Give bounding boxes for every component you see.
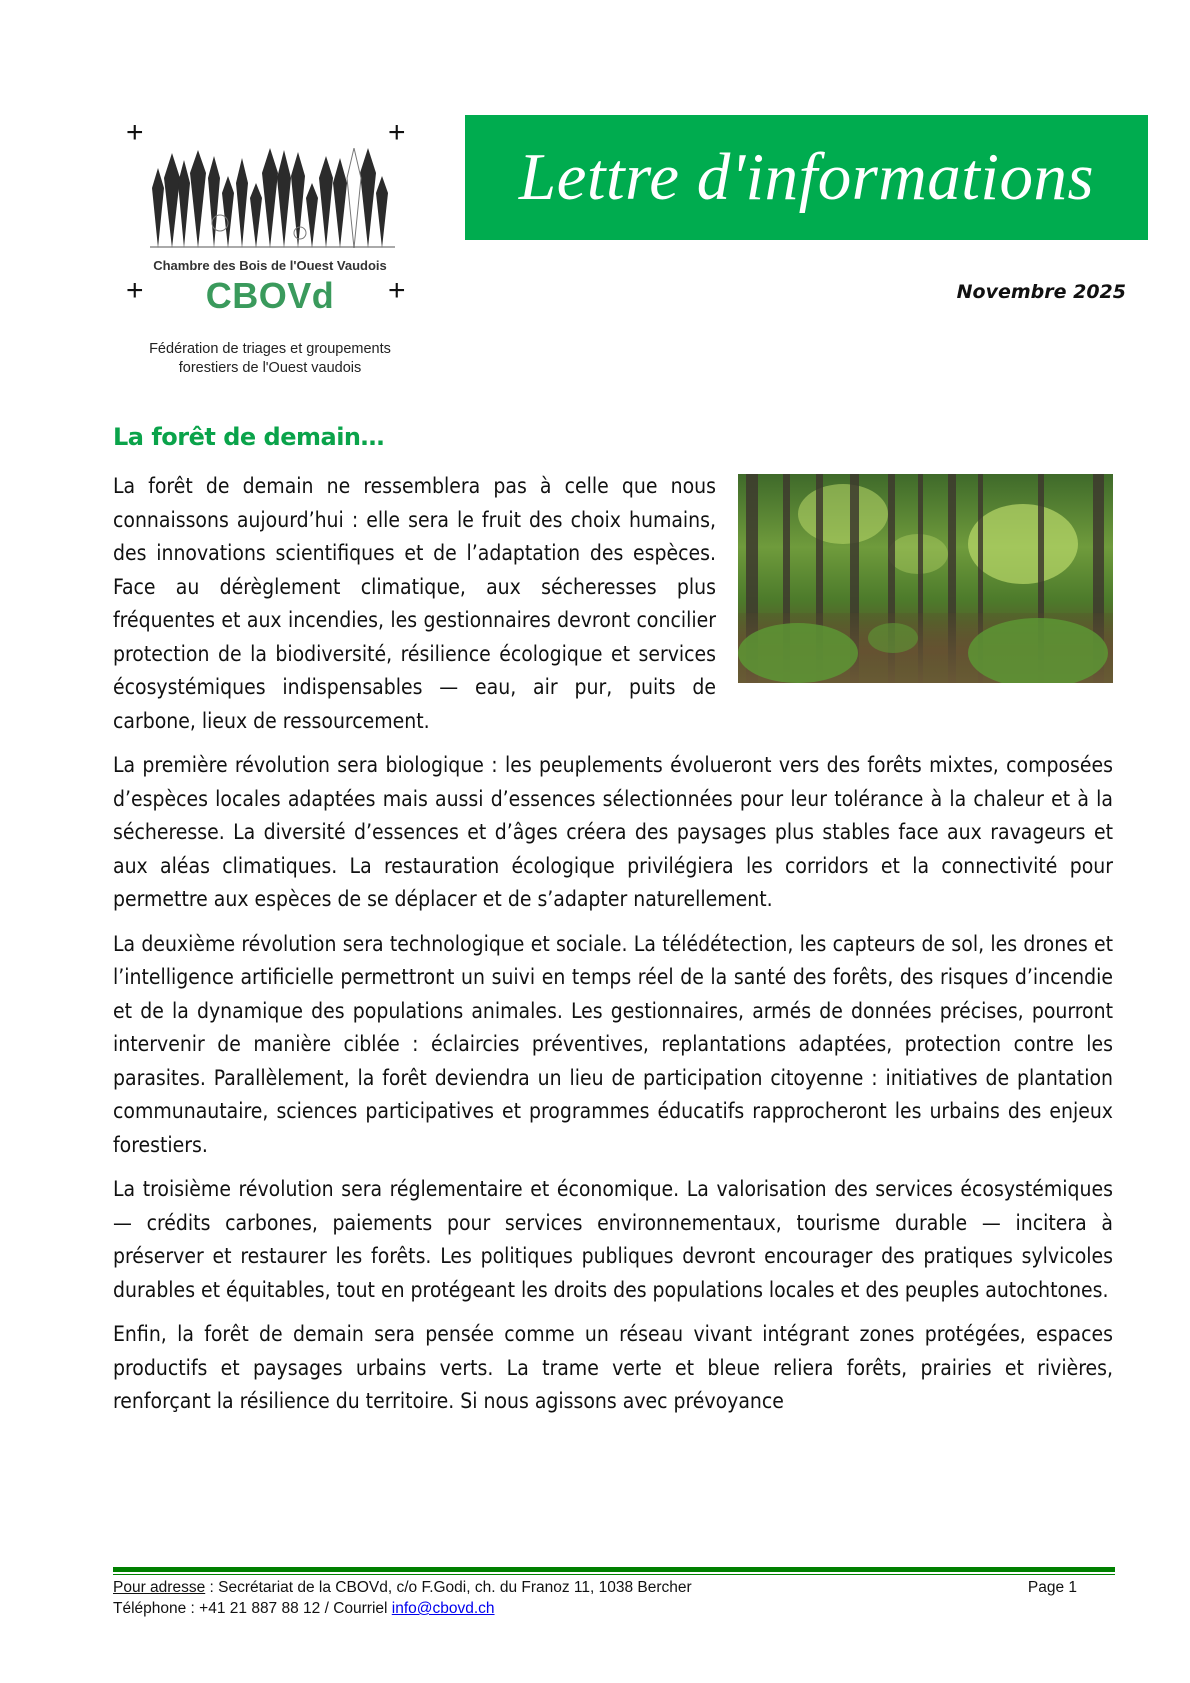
footer-divider-thick [113,1567,1115,1572]
federation-line-1: Fédération de triages et groupements [149,341,391,357]
crop-mark-icon: + [388,116,406,149]
trees-silhouette-icon [150,148,395,248]
federation-subtitle [120,340,420,378]
article-paragraph: Enfin, la forêt de demain sera pensée comme un réseau vivant intégrant zones protégées, espaces productifs et paysages urbains verts. La trame verte et bleue reliera forêts, prairies et rivières, renforçant la résilience du territoire. Si nous agissons avec prévoyance [113,1322,1113,1413]
crop-mark-icon: + [126,116,144,149]
page-number: Page 1 [1027,1579,1077,1596]
crop-mark-icon: + [388,274,406,307]
org-acronym: CBOVd [205,275,335,316]
footer-divider-thin [113,1574,1115,1575]
newsletter-title: Lettre d'informations [518,140,1095,214]
article-paragraph: La deuxième révolution sera technologique et sociale. La télédétection, les capteurs de sol, les drones et l’intelligence artificielle permettront un suivi en temps réel de la santé des forêts, des risques d’incendie et de la dynamique des populations animales. Les gestionnaires, armés de données précises, pourront intervenir de manière ciblée : éclaircies préventives, replantations adaptées, protection contre les parasites. Parallèlement, la forêt deviendra un lieu de participation citoyenne : initiatives de plantation communautaire, sciences participatives et programmes éducatifs rapprocheront les urbains des enjeux forestiers. [113,931,1113,1157]
article-paragraph: La troisième révolution sera réglementaire et économique. La valorisation des services écosystémiques — crédits carbones, paiements pour services environnementaux, tourisme durable — incitera à préserver et restaurer les forêts. Les politiques publiques devront encourager des pratiques sylvicoles durables et équitables, tout en protégeant les droits des populations locales et des peuples autochtones. [113,1177,1113,1302]
footer-contact [113,1598,1115,1619]
org-full-name: Chambre des Bois de l'Ouest Vaudois [153,258,387,273]
federation-line-2: forestiers de l'Ouest vaudois [178,360,362,376]
footer-address [113,1577,692,1598]
newsletter-title-banner [465,115,1148,240]
crop-mark-icon: + [126,274,144,307]
page-footer [113,1577,1115,1619]
article-paragraph: La première révolution sera biologique : les peuplements évolueront vers des forêts mixtes, composées d’espèces locales adaptées mais aussi d’essences sélectionnées pour leur tolérance à la chaleur et à la sécheresse. La diversité d’essences et d’âges créera des paysages plus stables face aux ravageurs et aux aléas climatiques. La restauration écologique privilégiera les corridors et la connectivité pour permettre aux espèces de se déplacer et de s’adapter naturellement. [113,753,1113,911]
address-text: : Secrétariat de la CBOVd, c/o F.Godi, ch. du Franoz 11, 1038 Bercher [205,1579,692,1596]
section-heading: La forêt de demain… [113,423,384,451]
issue-date: Novembre 2025 [956,281,1126,303]
forest-photo [738,474,1113,683]
address-label: Pour adresse [113,1579,206,1596]
article-body [113,470,1113,1430]
email-link[interactable]: info@cbovd.ch [391,1600,495,1617]
cbovd-logo [120,118,420,378]
article-paragraph: La forêt de demain ne ressemblera pas à celle que nous connaissons aujourd’hui : elle sera le fruit des choix humains, des innovations scientifiques et de l’adaptation des espèces. Face au dérèglement climatique, aux sécheresses plus fréquentes et aux incendies, les gestionnaires devront concilier protection de la biodiversité, résilience écologique et services écosystémiques indispensables — eau, air pur, puits de carbone, lieux de ressourcement. [113,474,716,733]
phone-text: Téléphone : +41 21 887 88 12 / Courriel [113,1600,392,1617]
